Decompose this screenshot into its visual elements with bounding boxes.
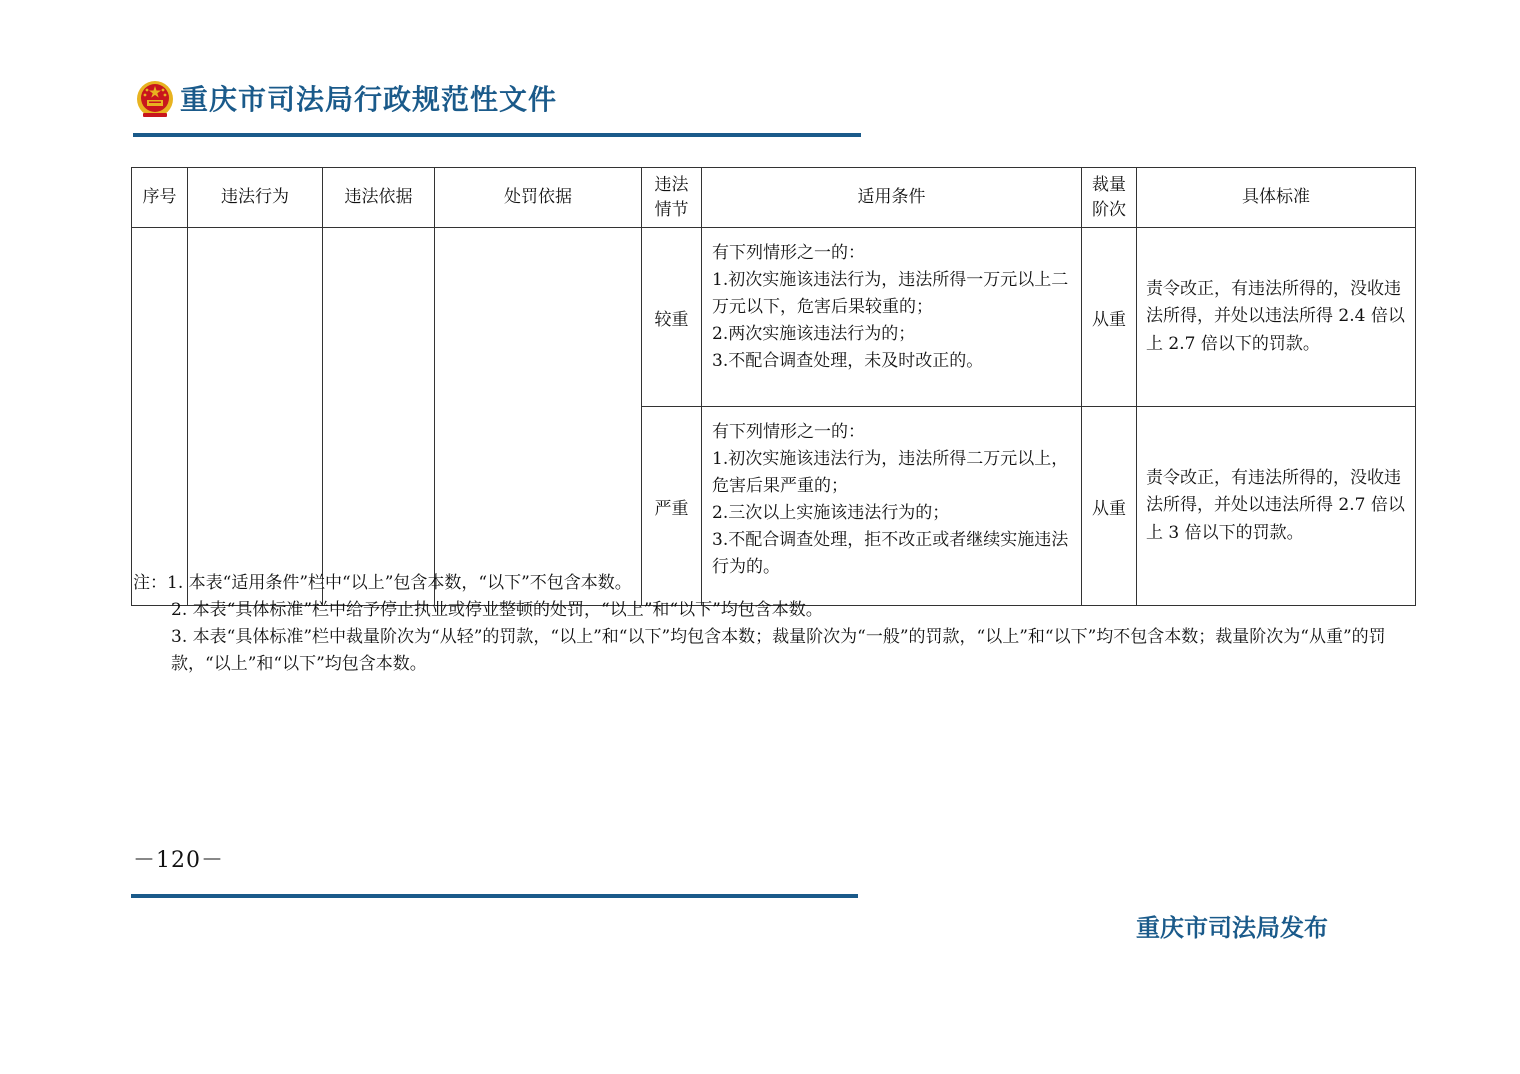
discretion-table — [131, 167, 1416, 606]
header-rule — [133, 133, 861, 137]
table-header-row — [132, 168, 1416, 228]
cell-standard: 责令改正，有违法所得的，没收违法所得，并处以违法所得 2.7 倍以上 3 倍以下的罚款。 — [1137, 407, 1416, 606]
cell-plot: 较重 — [642, 228, 702, 407]
cell-penalty-basis — [435, 228, 642, 606]
col-header-plot: 违法 情节 — [642, 168, 702, 228]
note-item: 2. 本表“具体标准”栏中给予停止执业或停业整顿的处罚，“以上”和“以下”均包含本数。 — [171, 600, 823, 620]
note-item: 3. 本表“具体标准”栏中裁量阶次为“从轻”的罚款，“以上”和“以下”均包含本数；裁量阶次为“一般”的罚款，“以上”和“以下”均不包含本数；裁量阶次为“从重”的罚款，“以上”和“以下”均包含本数。 — [171, 627, 1386, 674]
cell-conditions: 有下列情形之一的： 1.初次实施该违法行为，违法所得二万元以上，危害后果严重的； 2.三次以上实施该违法行为的； 3.不配合调查处理，拒不改正或者继续实施违法行为的。 — [702, 407, 1082, 606]
cell-plot: 严重 — [642, 407, 702, 606]
footer-rule — [131, 894, 858, 898]
table-notes — [133, 570, 1398, 678]
cell-standard: 责令改正，有违法所得的，没收违法所得，并处以违法所得 2.4 倍以上 2.7 倍以下的罚款。 — [1137, 228, 1416, 407]
cell-conditions: 有下列情形之一的： 1.初次实施该违法行为，违法所得一万元以上二万元以下，危害后果较重的； 2.两次实施该违法行为的； 3.不配合调查处理，未及时改正的。 — [702, 228, 1082, 407]
document-title: 重庆市司法局行政规范性文件 — [180, 83, 558, 116]
publisher-label: 重庆市司法局发布 — [1136, 914, 1328, 942]
cell-serial — [132, 228, 188, 606]
cell-level: 从重 — [1082, 228, 1137, 407]
col-header-conditions: 适用条件 — [702, 168, 1082, 228]
col-header-level: 裁量 阶次 — [1082, 168, 1137, 228]
cell-violation — [188, 228, 323, 606]
cell-violation-basis — [323, 228, 435, 606]
col-header-penalty-basis: 处罚依据 — [435, 168, 642, 228]
col-header-violation-basis: 违法依据 — [323, 168, 435, 228]
national-emblem-icon — [136, 80, 174, 120]
col-header-standard: 具体标准 — [1137, 168, 1416, 228]
col-header-serial: 序号 — [132, 168, 188, 228]
note-item: 注：1. 本表“适用条件”栏中“以上”包含本数，“以下”不包含本数。 — [133, 573, 632, 593]
table-row — [132, 228, 1416, 407]
cell-level: 从重 — [1082, 407, 1137, 606]
page-number: －120－ — [133, 848, 224, 873]
col-header-violation: 违法行为 — [188, 168, 323, 228]
